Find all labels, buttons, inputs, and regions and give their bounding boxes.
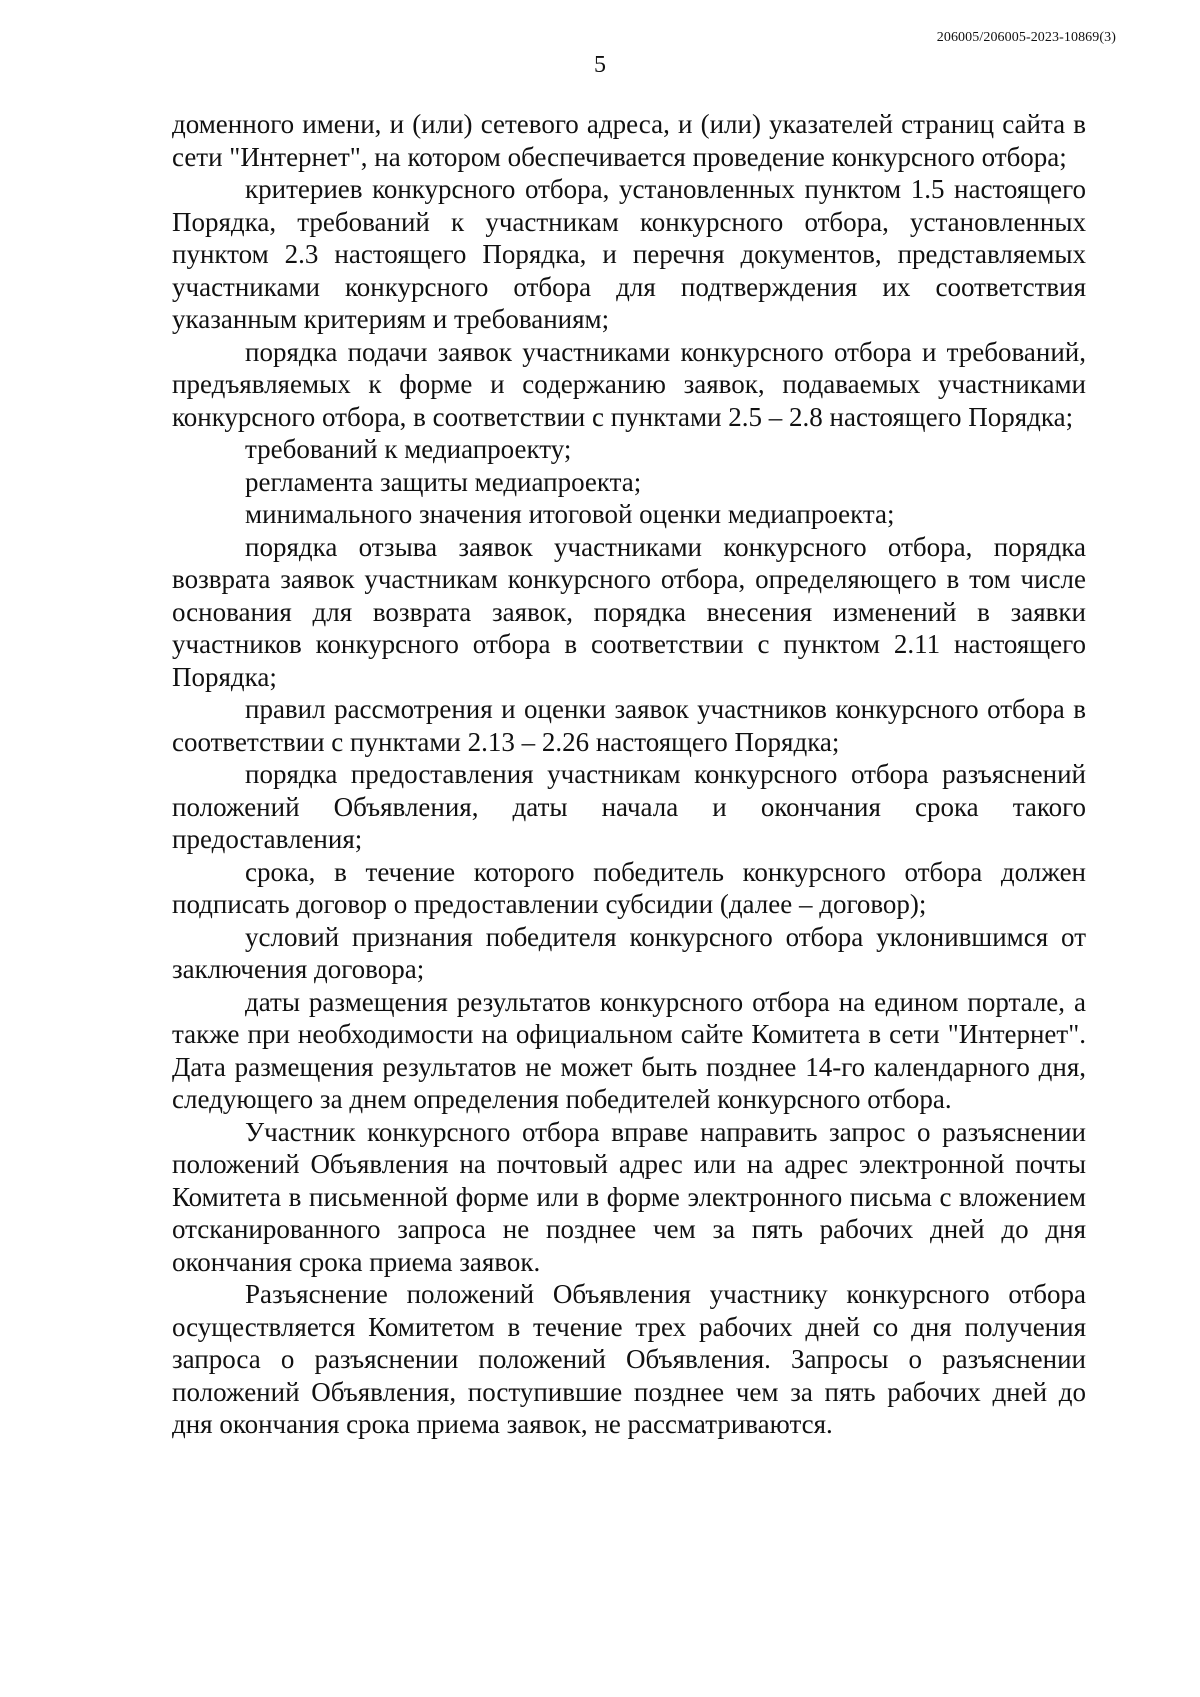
paragraph: регламента защиты медиапроекта; [245,466,642,497]
document-body [172,108,1086,1441]
paragraph: требований к медиапроекту; [245,434,572,464]
paragraph: Участник конкурсного отбора вправе направить запрос о разъяснении положений Объявления на почтовый адрес или на адрес электронной почты Комитета в письменной форме или в форме электронного письма с вложением отсканированного запроса не позднее чем за пять рабочих дней до дня окончания срока приема заявок. [172,1116,1086,1277]
paragraph: порядка подачи заявок участниками конкурсного отбора и требований, предъявляемых к форме и содержанию заявок, подаваемых участниками конкурсного отбора, в соответствии с пунктами 2.5 – 2.8 настоящего Порядка; [172,336,1086,432]
paragraph: порядка предоставления участникам конкурсного отбора разъяснений положений Объявления, даты начала и окончания срока такого предоставления; [172,759,1086,854]
document-id: 206005/206005-2023-10869(3) [936,30,1116,45]
paragraph: порядка отзыва заявок участниками конкурсного отбора, порядка возврата заявок участникам конкурсного отбора, определяющего в том числе основания для возврата заявок, порядка внесения изменений в заявки участников конкурсного отбора в соответствии с пунктом 2.11 настоящего Порядка; [172,531,1086,692]
page-number: 5 [594,52,606,78]
paragraph: правил рассмотрения и оценки заявок участников конкурсного отбора в соответствии с пунктами 2.13 – 2.26 настоящего Порядка; [172,694,1086,757]
paragraph: условий признания победителя конкурсного отбора уклонившимся от заключения договора; [172,921,1086,984]
paragraph: доменного имени, и (или) сетевого адреса, и (или) указателей страниц сайта в сети "Интернет", на котором обеспечивается проведение конкурсного отбора; [172,109,1086,172]
paragraph: минимального значения итоговой оценки медиапроекта; [245,499,895,529]
paragraph: срока, в течение которого победитель конкурсного отбора должен подписать договор о предоставлении субсидии (далее – договор); [172,856,1086,919]
paragraph: Разъяснение положений Объявления участнику конкурсного отбора осуществляется Комитетом в течение трех рабочих дней со дня получения запроса о разъяснении положений Объявления. Запросы о разъяснении положений Объявления, поступившие позднее чем за пять рабочих дней до дня окончания срока приема заявок, не рассматриваются. [172,1279,1086,1439]
paragraph: критериев конкурсного отбора, установленных пунктом 1.5 настоящего Порядка, требований к участникам конкурсного отбора, установленных пунктом 2.3 настоящего Порядка, и перечня документов, представляемых участниками конкурсного отбора для подтверждения их соответствия указанным критериям и требованиям; [172,174,1086,334]
paragraph: даты размещения результатов конкурсного отбора на едином портале, а также при необходимости на официальном сайте Комитета в сети "Интернет". Дата размещения результатов не может быть позднее 14-го календарного дня, следующего за днем определения победителей конкурсного отбора. [172,986,1086,1114]
